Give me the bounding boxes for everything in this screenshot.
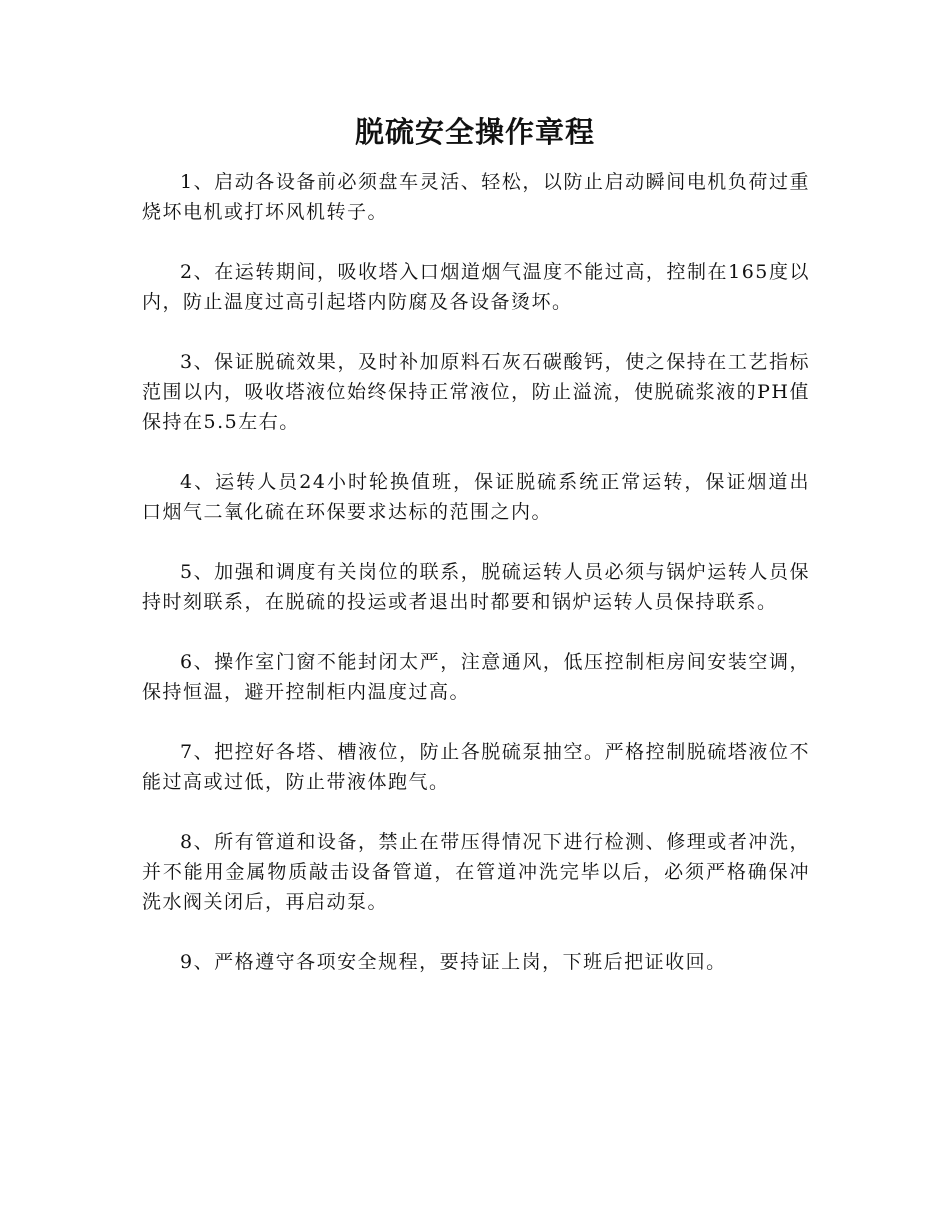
- document-body: [142, 167, 810, 1007]
- rule-paragraph-9: 9、严格遵守各项安全规程，要持证上岗，下班后把证收回。: [180, 951, 727, 973]
- rule-paragraph-4: 4、运转人员24小时轮换值班，保证脱硫系统正常运转，保证烟道出口烟气二氧化硫在环保要求达标的范围之内。: [142, 471, 810, 523]
- rule-paragraph-6: 6、操作室门窗不能封闭太严，注意通风，低压控制柜房间安装空调，保持恒温，避开控制柜内温度过高。: [142, 651, 810, 703]
- rule-paragraph-5: 5、加强和调度有关岗位的联系，脱硫运转人员必须与锅炉运转人员保持时刻联系，在脱硫的投运或者退出时都要和锅炉运转人员保持联系。: [142, 561, 810, 613]
- document-title: 脱硫安全操作章程: [354, 115, 595, 149]
- rule-paragraph-1: 1、启动各设备前必须盘车灵活、轻松，以防止启动瞬间电机负荷过重烧坏电机或打坏风机转子。: [142, 171, 810, 223]
- rule-paragraph-7: 7、把控好各塔、槽液位，防止各脱硫泵抽空。严格控制脱硫塔液位不能过高或过低，防止带液体跑气。: [142, 741, 810, 793]
- rule-paragraph-2: 2、在运转期间，吸收塔入口烟道烟气温度不能过高，控制在165度以内，防止温度过高引起塔内防腐及各设备烫坏。: [142, 261, 810, 313]
- rule-paragraph-8: 8、所有管道和设备，禁止在带压得情况下进行检测、修理或者冲洗，并不能用金属物质敲击设备管道，在管道冲洗完毕以后，必须严格确保冲洗水阀关闭后，再启动泵。: [142, 831, 810, 913]
- rule-paragraph-3: 3、保证脱硫效果，及时补加原料石灰石碳酸钙，使之保持在工艺指标范围以内，吸收塔液位始终保持正常液位，防止溢流，使脱硫浆液的PH值保持在5.5左右。: [142, 351, 810, 433]
